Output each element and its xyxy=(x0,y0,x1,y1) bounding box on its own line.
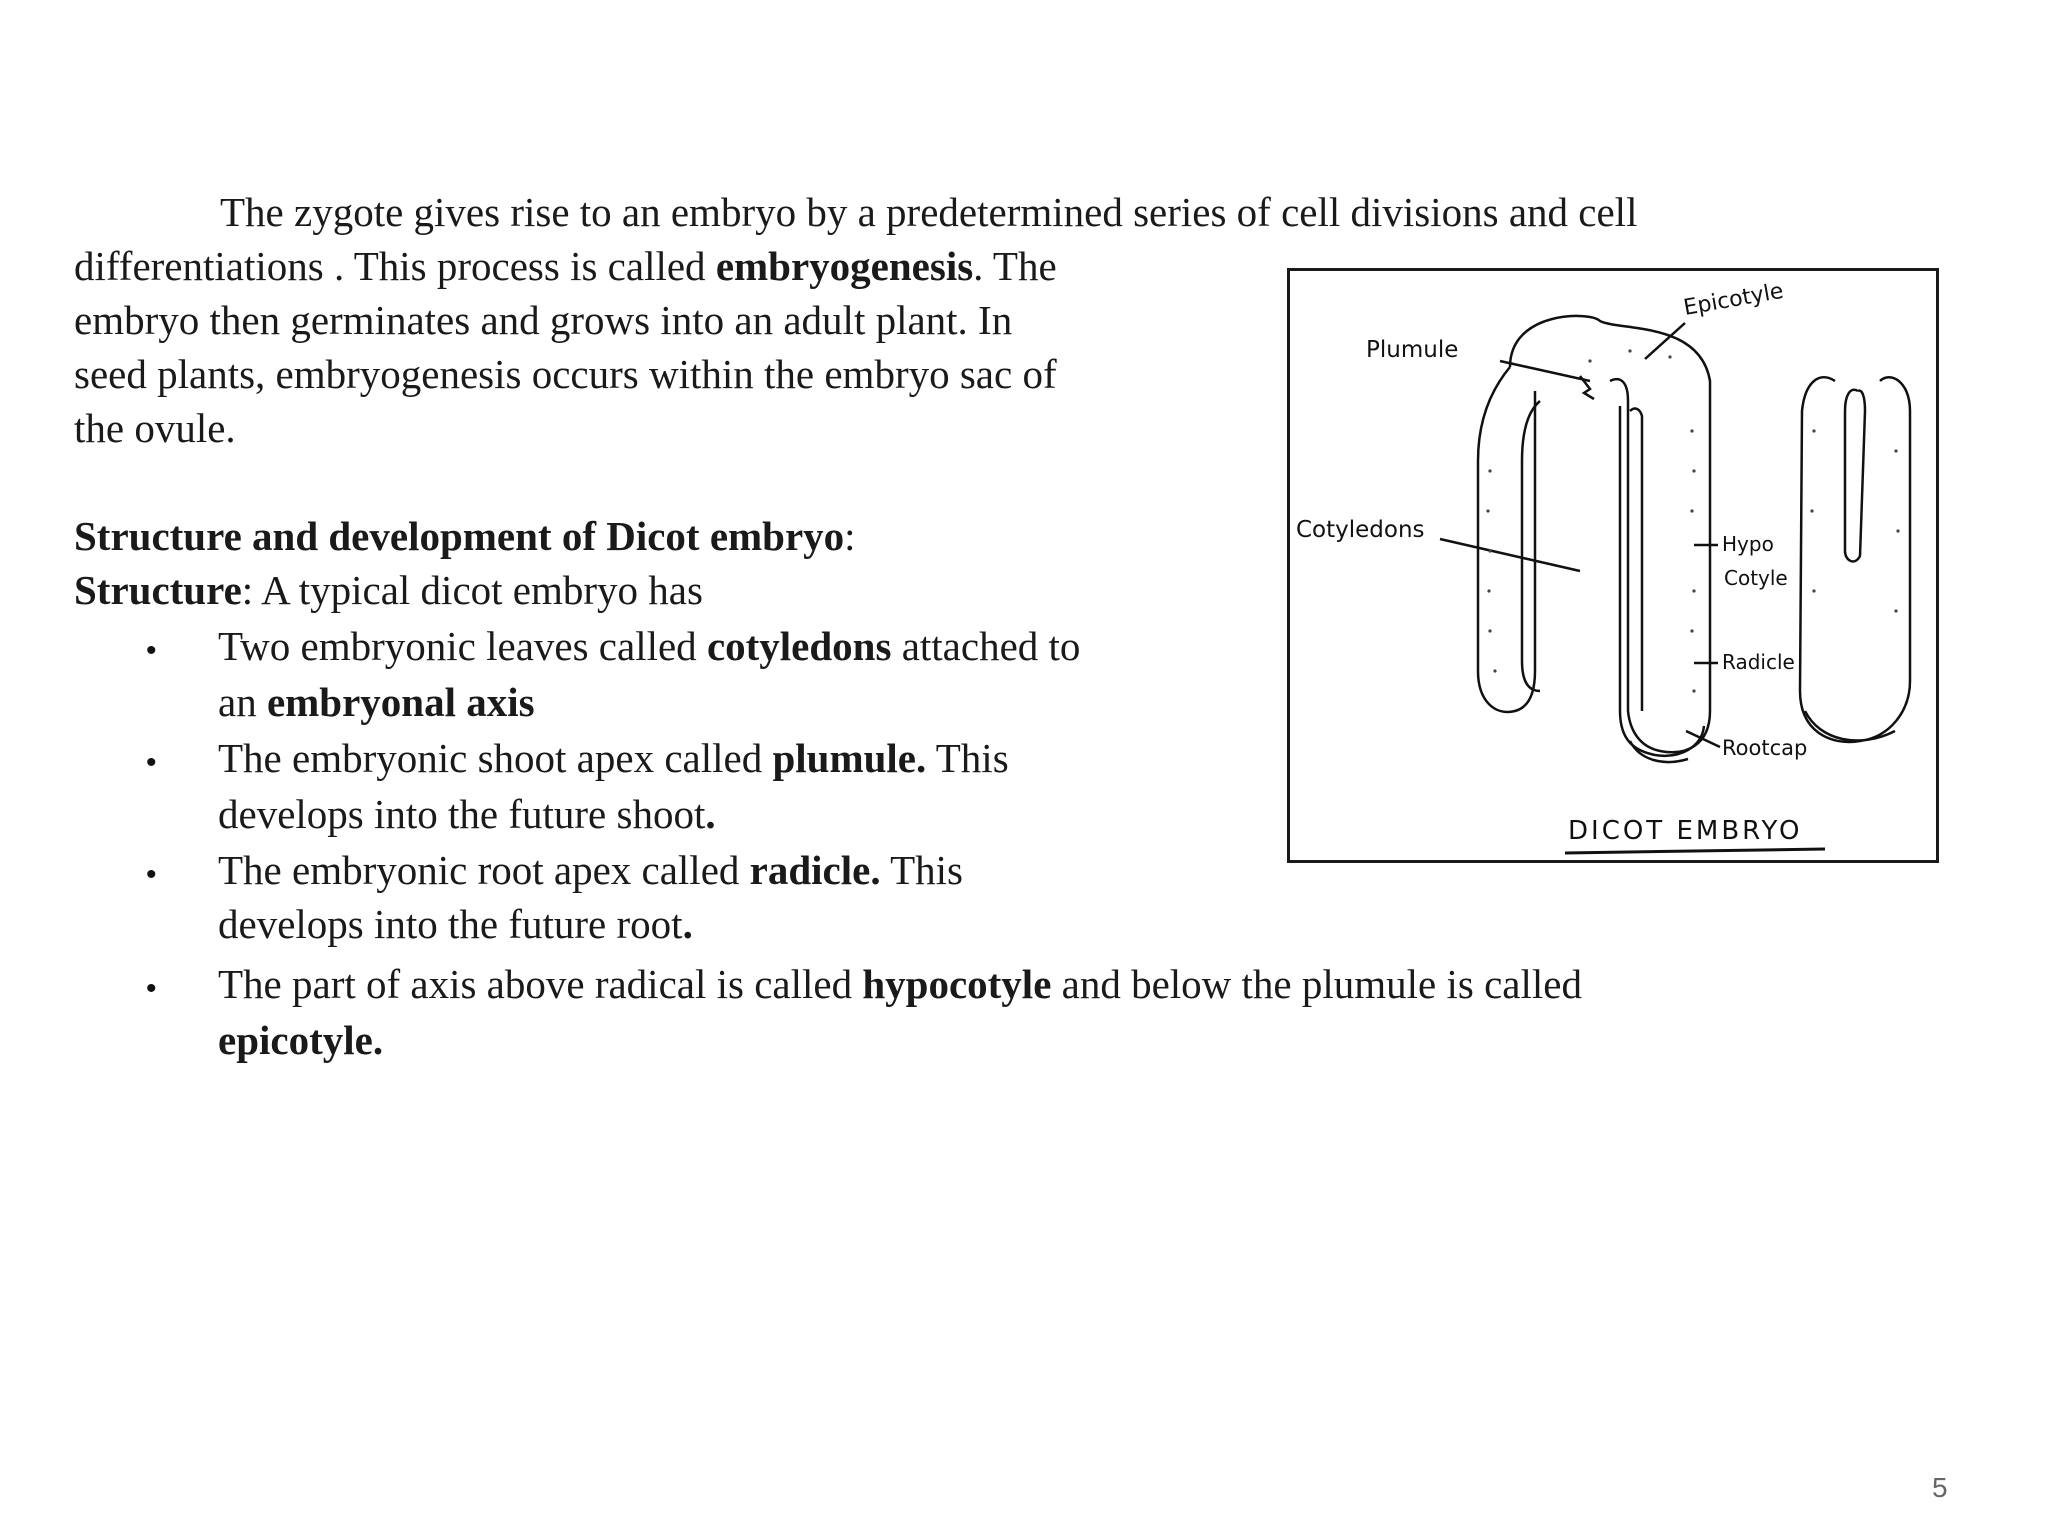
bullet-2-line-2 xyxy=(218,790,716,838)
term-plumule: plumule. xyxy=(772,735,927,781)
cotyledon-outline xyxy=(1522,401,1540,691)
bullet-text: attached to xyxy=(891,623,1081,669)
bullet-text: Two embryonic leaves called xyxy=(218,623,707,669)
figure-caption: DICOT EMBRYO xyxy=(1568,816,1803,846)
label-cotyledons: Cotyledons xyxy=(1296,517,1425,543)
label-rootcap: Rootcap xyxy=(1722,736,1808,760)
term-embryogenesis: embryogenesis xyxy=(715,243,974,289)
bullet-text: This xyxy=(926,735,1009,781)
bullet-period: . xyxy=(682,901,693,947)
dicot-embryo-figure xyxy=(1287,268,1939,863)
bullet-glyph: • xyxy=(146,972,157,1005)
heading-text: Structure and development of Dicot embryo xyxy=(74,513,845,559)
intro-line-5: the ovule. xyxy=(74,405,236,451)
term-cotyledons: cotyledons xyxy=(706,623,892,669)
bullet-text: an xyxy=(218,679,267,725)
bullet-glyph: • xyxy=(146,858,157,891)
bullet-text: develops into the future root xyxy=(218,901,683,947)
side-embryo-outline xyxy=(1800,377,1910,742)
structure-label: Structure xyxy=(74,567,242,613)
bullet-4-line-2 xyxy=(218,1016,383,1064)
stipple-dots xyxy=(1486,349,1899,692)
label-cotyle: Cotyle xyxy=(1724,566,1788,590)
term-hypocotyle: hypocotyle xyxy=(862,961,1052,1007)
structure-line xyxy=(74,566,703,614)
intro-line-4: seed plants, embryogenesis occurs within the embryo sac of xyxy=(74,351,1057,397)
page-number: 5 xyxy=(1932,1472,1948,1503)
bullet-4-line-1 xyxy=(218,960,1582,1008)
bullet-glyph: • xyxy=(146,746,157,779)
inner-slot xyxy=(1630,409,1642,711)
bullet-1-line-1 xyxy=(218,622,1080,670)
intro-line-1: The zygote gives rise to an embryo by a predetermined series of cell divisions and cell xyxy=(220,189,1638,235)
term-embryonal-axis: embryonal axis xyxy=(266,679,535,725)
bullet-1-line-2 xyxy=(218,678,535,726)
bullet-2-line-1 xyxy=(218,734,1009,782)
intro-line-3: embryo then germinates and grows into an adult plant. In xyxy=(74,297,1013,343)
bullet-3-line-2 xyxy=(218,900,693,948)
embryo-left-outline xyxy=(1478,367,1535,712)
term-epicotyle: epicotyle. xyxy=(218,1017,384,1063)
bullet-text: develops into the future shoot xyxy=(218,791,706,837)
dicot-embryo-diagram xyxy=(1290,271,1936,860)
side-embryo-split xyxy=(1845,390,1865,562)
label-hypo: Hypo xyxy=(1722,532,1774,556)
embryo-outline xyxy=(1510,316,1710,752)
label-plumule: Plumule xyxy=(1366,337,1459,363)
intro-text: differentiations . This process is called xyxy=(74,243,716,289)
bullet-text: The embryonic shoot apex called xyxy=(218,735,773,781)
leader-cotyledons xyxy=(1440,539,1580,571)
leader-plumule xyxy=(1500,361,1590,381)
side-embryo-bottom xyxy=(1805,711,1895,741)
label-radicle: Radicle xyxy=(1722,650,1795,674)
bullet-text: This xyxy=(880,847,963,893)
axis-outline xyxy=(1620,406,1704,756)
bullet-text: The embryonic root apex called xyxy=(218,847,750,893)
intro-line-2 xyxy=(74,242,1057,290)
bullet-text: The part of axis above radical is called xyxy=(218,961,863,1007)
bullet-text: and below the plumule is called xyxy=(1051,961,1582,1007)
bullet-glyph: • xyxy=(146,634,157,667)
term-radicle: radicle. xyxy=(749,847,881,893)
label-epicotyle: Epicotyle xyxy=(1681,278,1786,321)
intro-text: . The xyxy=(973,243,1057,289)
structure-text: : A typical dicot embryo has xyxy=(241,567,703,613)
bullet-period: . xyxy=(705,791,716,837)
bullet-3-line-1 xyxy=(218,846,963,894)
section-heading xyxy=(74,512,856,560)
caption-underline xyxy=(1565,849,1825,853)
heading-colon: : xyxy=(844,513,856,559)
